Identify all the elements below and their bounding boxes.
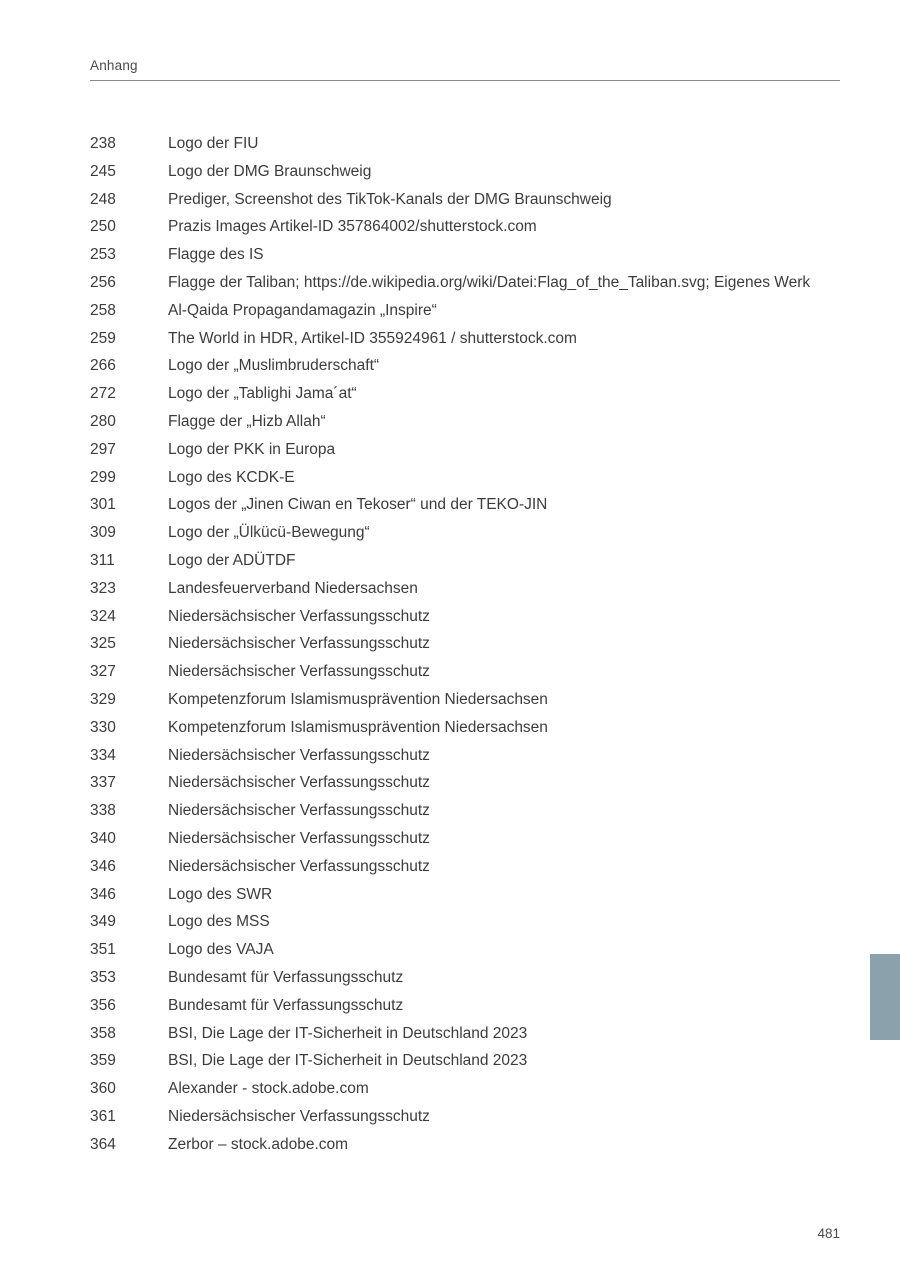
entry-description: Niedersächsischer Verfassungsschutz: [168, 607, 430, 625]
entry-page-number: 309: [90, 524, 116, 542]
entry-description: Niedersächsischer Verfassungsschutz: [168, 635, 430, 653]
entry-description: Logo der „Muslimbruderschaft“: [168, 357, 380, 375]
entry-description: Niedersächsischer Verfassungsschutz: [168, 774, 430, 792]
list-item: [90, 241, 842, 269]
list-item: [90, 1103, 842, 1131]
entry-description: Logo der „Ülkücü-Bewegung“: [168, 524, 370, 542]
list-item: [90, 686, 842, 714]
entry-page-number: 358: [90, 1024, 116, 1042]
list-item: [90, 213, 842, 241]
entry-page-number: 258: [90, 301, 116, 319]
entry-page-number: 301: [90, 496, 116, 514]
entry-description: Landesfeuerverband Niedersachsen: [168, 579, 418, 597]
entry-description: Logo der DMG Braunschweig: [168, 162, 372, 180]
section-tab-marker: [870, 954, 900, 1040]
list-item: [90, 408, 842, 436]
list-item: [90, 964, 842, 992]
entry-description: Niedersächsischer Verfassungsschutz: [168, 663, 430, 681]
entry-page-number: 299: [90, 468, 116, 486]
entry-page-number: 330: [90, 718, 116, 736]
entry-page-number: 245: [90, 162, 116, 180]
list-item: [90, 658, 842, 686]
list-item: [90, 269, 842, 297]
list-item: [90, 380, 842, 408]
entry-description: Zerbor – stock.adobe.com: [168, 1135, 349, 1153]
entry-description: Flagge der Taliban; https://de.wikipedia.org/wiki/Datei:Flag_of_the_Taliban.svg; Eigenes Werk: [168, 273, 811, 291]
entry-page-number: 324: [90, 607, 116, 625]
list-item: [90, 908, 842, 936]
list-item: [90, 130, 842, 158]
entry-description: Bundesamt für Verfassungsschutz: [168, 968, 404, 986]
entry-description: The World in HDR, Artikel-ID 355924961 / shutterstock.com: [168, 329, 577, 347]
entry-page-number: 280: [90, 412, 116, 430]
entry-description: Prazis Images Artikel-ID 357864002/shutterstock.com: [168, 218, 537, 236]
list-item: [90, 1075, 842, 1103]
entry-page-number: 340: [90, 829, 116, 847]
list-item: [90, 1131, 842, 1159]
entry-page-number: 361: [90, 1107, 116, 1125]
entry-page-number: 337: [90, 774, 116, 792]
credits-list: [90, 130, 842, 1158]
list-item: [90, 825, 842, 853]
header-title: Anhang: [90, 58, 138, 73]
entry-page-number: 346: [90, 885, 116, 903]
entry-page-number: 323: [90, 579, 116, 597]
footer-page-number: 481: [817, 1226, 840, 1241]
entry-description: Niedersächsischer Verfassungsschutz: [168, 857, 430, 875]
entry-description: Prediger, Screenshot des TikTok-Kanals der DMG Braunschweig: [168, 190, 612, 208]
page-header: [90, 58, 840, 81]
entry-description: Niedersächsischer Verfassungsschutz: [168, 829, 430, 847]
entry-description: Al-Qaida Propagandamagazin „Inspire“: [168, 301, 437, 319]
list-item: [90, 325, 842, 353]
list-item: [90, 714, 842, 742]
list-item: [90, 547, 842, 575]
list-item: [90, 630, 842, 658]
list-item: [90, 297, 842, 325]
entry-page-number: 359: [90, 1052, 116, 1070]
header-rule: [90, 80, 840, 81]
entry-description: Logo des VAJA: [168, 941, 274, 959]
entry-description: Logo der PKK in Europa: [168, 440, 336, 458]
entry-description: Logo des SWR: [168, 885, 273, 903]
list-item: [90, 491, 842, 519]
entry-description: Bundesamt für Verfassungsschutz: [168, 996, 404, 1014]
entry-page-number: 327: [90, 663, 116, 681]
list-item: [90, 742, 842, 770]
entry-page-number: 325: [90, 635, 116, 653]
entry-description: Logo des KCDK-E: [168, 468, 295, 486]
entry-description: Logos der „Jinen Ciwan en Tekoser“ und der TEKO-JIN: [168, 496, 548, 514]
entry-description: Flagge des IS: [168, 246, 264, 264]
list-item: [90, 936, 842, 964]
entry-page-number: 253: [90, 246, 116, 264]
list-item: [90, 158, 842, 186]
entry-description: BSI, Die Lage der IT-Sicherheit in Deutschland 2023: [168, 1052, 528, 1070]
entry-page-number: 338: [90, 802, 116, 820]
entry-description: Niedersächsischer Verfassungsschutz: [168, 746, 430, 764]
entry-page-number: 248: [90, 190, 116, 208]
entry-description: Alexander - stock.adobe.com: [168, 1080, 369, 1098]
entry-description: Flagge der „Hizb Allah“: [168, 412, 326, 430]
list-item: [90, 464, 842, 492]
entry-page-number: 360: [90, 1080, 116, 1098]
list-item: [90, 575, 842, 603]
entry-description: Logo der ADÜTDF: [168, 551, 296, 569]
list-item: [90, 769, 842, 797]
entry-description: Logo des MSS: [168, 913, 270, 931]
entry-description: BSI, Die Lage der IT-Sicherheit in Deutschland 2023: [168, 1024, 528, 1042]
entry-page-number: 259: [90, 329, 116, 347]
list-item: [90, 992, 842, 1020]
list-item: [90, 519, 842, 547]
entry-description: Niedersächsischer Verfassungsschutz: [168, 802, 430, 820]
list-item: [90, 881, 842, 909]
entry-description: Kompetenzforum Islamismusprävention Niedersachsen: [168, 690, 548, 708]
list-item: [90, 603, 842, 631]
entry-page-number: 349: [90, 913, 116, 931]
entry-page-number: 250: [90, 218, 116, 236]
entry-page-number: 364: [90, 1135, 116, 1153]
entry-page-number: 356: [90, 996, 116, 1014]
entry-page-number: 266: [90, 357, 116, 375]
entry-description: Logo der FIU: [168, 135, 259, 152]
list-item: [90, 186, 842, 214]
entry-page-number: 256: [90, 273, 116, 291]
entry-page-number: 297: [90, 440, 116, 458]
entry-page-number: 311: [90, 551, 115, 569]
list-item: [90, 352, 842, 380]
entry-page-number: 329: [90, 690, 116, 708]
entry-description: Logo der „Tablighi Jama´at“: [168, 385, 357, 403]
entry-description: Kompetenzforum Islamismusprävention Niedersachsen: [168, 718, 548, 736]
entry-page-number: 346: [90, 857, 116, 875]
entry-page-number: 353: [90, 968, 116, 986]
list-item: [90, 853, 842, 881]
entry-page-number: 334: [90, 746, 116, 764]
list-item: [90, 1020, 842, 1048]
entry-page-number: 272: [90, 385, 116, 403]
entry-description: Niedersächsischer Verfassungsschutz: [168, 1107, 430, 1125]
list-item: [90, 436, 842, 464]
list-item: [90, 1047, 842, 1075]
entry-page-number: 238: [90, 135, 116, 152]
list-item: [90, 797, 842, 825]
entry-page-number: 351: [90, 941, 116, 959]
